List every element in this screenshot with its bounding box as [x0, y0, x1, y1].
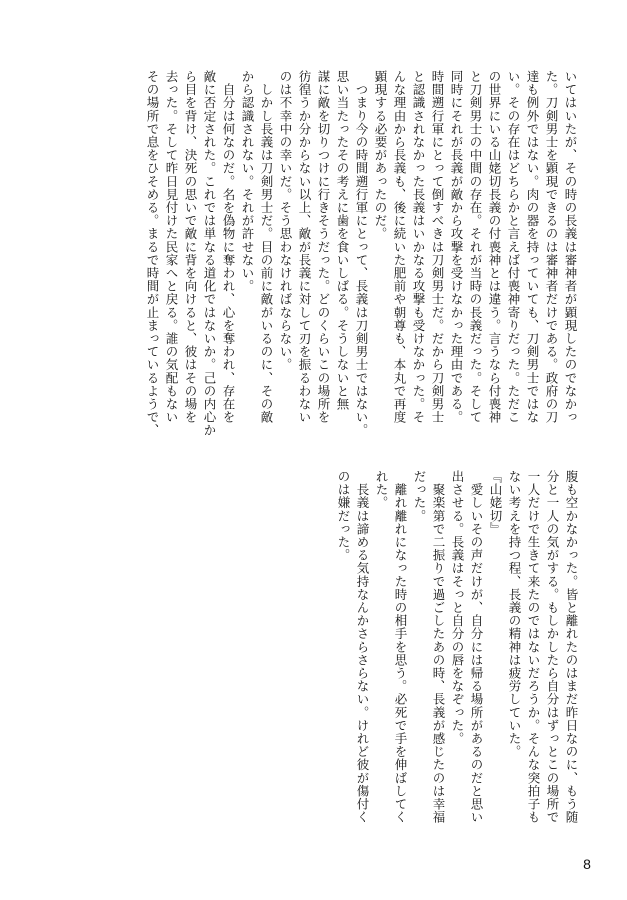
- text-line: 時間遡行軍にとって倒すべきは刀剣男士だ。だから刀剣男士: [430, 70, 445, 424]
- text-line: 長義は諦める気持なんかさらさらない。けれど彼が傷付く: [355, 470, 370, 824]
- text-line: た。刀剣男士を顕現できるのは審神者だけである。政府の刀: [544, 70, 559, 424]
- text-line: 分と一人の気がする。もしかしたら自分はずっとこの場所で: [545, 470, 560, 824]
- text-line: しかし長義は刀剣男士だ。目の前に敵がいるのに、その敵: [259, 70, 274, 424]
- text-line: 聚楽第で二振りで過ごしたあの時、長義が感じたのは幸福: [431, 470, 446, 824]
- text-line: 顕現する必要があったのだ。: [373, 70, 388, 241]
- text-line: と刀剣男士の中間の存在。それが当時の長義だった。そして: [468, 70, 483, 424]
- text-line: 一人だけで生きて来たのではないだろうか。そんな突拍子も: [526, 470, 541, 824]
- text-line: んな理由から長義も、後に続いた肥前や朝尊も、本丸で再度: [392, 70, 407, 424]
- text-line: 同時にそれが長義が敵から攻撃を受けなかった理由である。: [449, 70, 464, 424]
- text-line: 自分は何なのだ。名を偽物に奪われ、心を奪われ、存在を: [221, 70, 236, 424]
- text-line: 離れ離れになった時の相手を思う。必死で手を伸ばしてく: [393, 470, 408, 824]
- text-line: のは嫌だった。: [336, 470, 351, 562]
- text-block-top: [145, 70, 580, 460]
- text-line: い。その存在はどちらかと言えば付喪神寄りだった。ただこ: [506, 70, 521, 424]
- text-line: つまり今の時間遡行軍にとって、長義は刀剣男士ではない。: [354, 70, 369, 437]
- text-line: 『山姥切』: [488, 470, 503, 536]
- text-line: ら目を背け、決死の思いで敵に背を向けると、彼はその場を: [183, 70, 198, 424]
- text-line: その場所で息をひそめる。まるで時間が止まっているようで、: [145, 70, 160, 437]
- text-line: 腹も空かなかった。皆と離れたのはまだ昨日なのに、もう随: [564, 470, 579, 824]
- text-line: の世界にいる山姥切長義の付喪神とは違う。言うなら付喪神: [487, 70, 502, 424]
- text-line: 出させる。長義はそっと自分の唇をなぞった。: [450, 470, 465, 746]
- text-line: 謀に敵を切りつけに行きそうだった。どのくらいこの場所を: [316, 70, 331, 424]
- page-number: 8: [583, 856, 591, 872]
- text-line: 思い当たったその考えに歯を食いしばる。そうしないと無: [335, 70, 350, 411]
- text-line: 達も例外ではない。肉の器を持っていても、刀剣男士ではな: [525, 70, 540, 424]
- text-line: から認識されない。それが許せない。: [240, 70, 255, 293]
- text-block-bottom: [336, 470, 581, 865]
- text-line: 去った。そして昨日見付けた民家へと戻る。誰の気配もない: [164, 70, 179, 424]
- text-line: と認識されなかった長義はいかなる攻撃も受けなかった。そ: [411, 70, 426, 424]
- text-line: れた。: [374, 470, 389, 510]
- text-line: のは不幸中の幸いだ。そう思わなければならない。: [278, 70, 293, 372]
- text-line: 愛しいその声だけが、自分には帰る場所があるのだと思い: [469, 470, 484, 824]
- text-line: だった。: [412, 470, 427, 523]
- text-line: ない考えを持つ程、長義の精神は疲労していた。: [507, 470, 522, 759]
- text-line: 敵に否定された。これでは単なる道化ではないか。己の内心か: [202, 70, 217, 437]
- text-line: 彷徨うか分からない以上、敵が長義に対して刃を振るわない: [297, 70, 312, 424]
- text-line: いてはいたが、その時の長義は審神者が顕現したのでなかっ: [563, 70, 578, 424]
